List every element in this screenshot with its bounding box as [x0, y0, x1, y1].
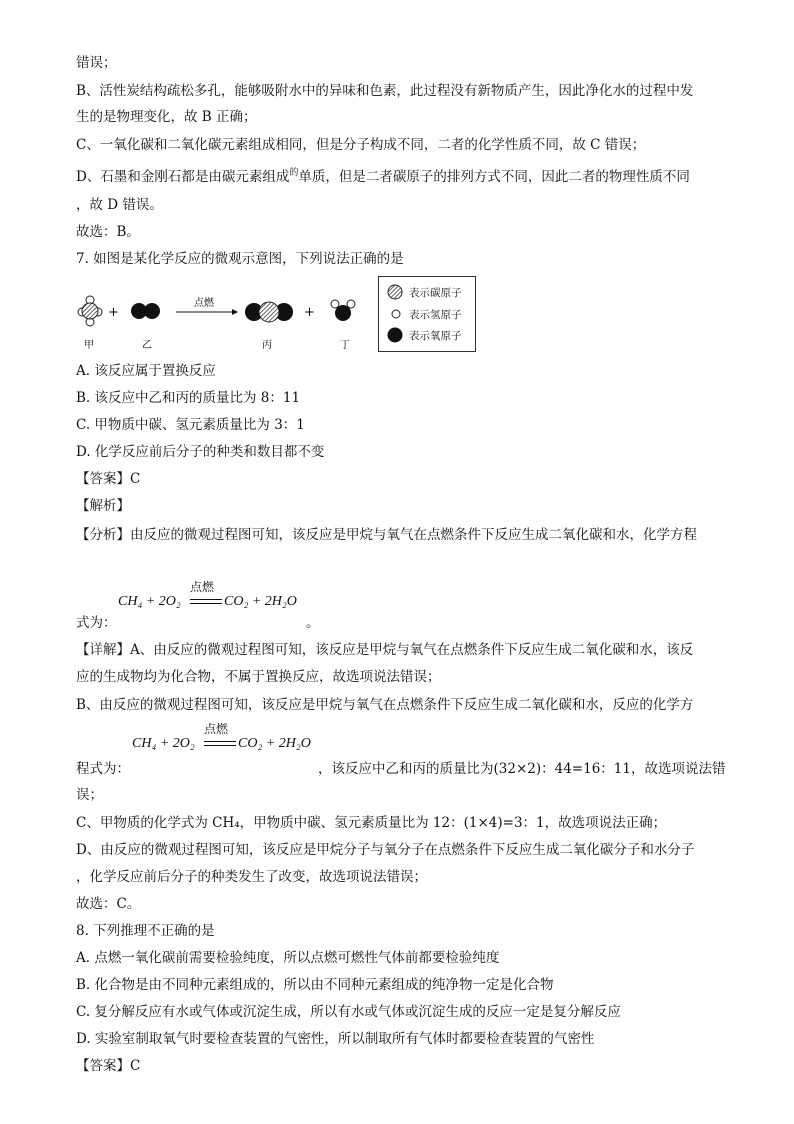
carbon-dioxide-molecule	[245, 302, 293, 322]
label-yi: 乙	[142, 340, 152, 351]
line-4: C、一氧化碳和二氧化碳元素组成相同，但是分子构成不同，二者的化学性质不同，故 C 错误；	[76, 137, 646, 153]
option-8b: B. 化合物是由不同种元素组成的，所以由不同种元素组成的纯净物一定是化合物	[76, 977, 554, 993]
label-jia: 甲	[84, 340, 94, 351]
oxygen-molecule	[131, 303, 160, 319]
plus-sign-2: +	[304, 305, 315, 320]
label-bing: 丙	[262, 340, 272, 351]
detail-b-line-2a: 程式为：	[76, 761, 130, 777]
reaction-arrow-icon	[176, 309, 238, 315]
equation-2-condition: 点燃	[204, 722, 229, 736]
line-1: 错误；	[76, 55, 117, 71]
line-5-part-b: 单质，但是二者碳原子的排列方式不同，因此二者的物理性质不同	[298, 169, 690, 185]
methane-molecule	[78, 296, 102, 326]
diagram-legend	[378, 276, 476, 352]
line-5	[76, 168, 690, 188]
option-7a: A. 该反应属于置换反应	[76, 363, 216, 379]
selection-7: 故选：C。	[76, 896, 141, 912]
arrow-condition-label: 点燃	[194, 298, 214, 309]
water-molecule	[331, 300, 355, 321]
equation-2	[132, 724, 332, 764]
line-2: B、活性炭结构疏松多孔，能够吸附水中的异味和色素，此过程没有新物质产生，因此净化水的过程中发	[76, 83, 694, 99]
detail-d-line-2: ，化学反应前后分子的种类发生了改变，故选项说法错误；	[76, 869, 427, 885]
line-5-part-a: D、石墨和金刚石都是由碳元素组成	[76, 169, 290, 185]
equation-1-equals	[190, 599, 222, 604]
formula-intro: 式为：	[76, 615, 117, 631]
detail-d-line-1: D、由反应的微观过程图可知，该反应是甲烷分子与氧分子在点燃条件下反应生成二氧化碳分子和水分子	[76, 842, 695, 858]
legend-carbon-icon	[387, 284, 403, 300]
legend-oxygen-icon	[387, 327, 403, 343]
detail-line-1: 【详解】A、由反应的微观过程图可知，该反应是甲烷与氧气在点燃条件下反应生成二氧化碳和水，该反	[76, 642, 694, 658]
equation-1-rhs: CO₂ + 2H₂O	[224, 594, 297, 609]
equation-2-rhs: CO₂ + 2H₂O	[238, 736, 311, 751]
option-8d: D. 实验室制取氧气时要检查装置的气密性，所以制取所有气体时都要检查装置的气密性	[76, 1031, 595, 1047]
equation-2-equals	[204, 741, 236, 746]
option-7b: B. 该反应中乙和丙的质量比为 8：11	[76, 390, 301, 406]
detail-b-line-1: B、由反应的微观过程图可知，该反应是甲烷与氧气在点燃条件下反应生成二氧化碳和水，反应的化学方	[76, 697, 694, 713]
equation-1-lhs: CH₄ + 2O₂	[118, 594, 181, 609]
analysis-heading: 【解析】	[76, 498, 130, 514]
answer-8: 【答案】C	[76, 1058, 141, 1074]
option-7c: C. 甲物质中碳、氢元素质量比为 3：1	[76, 417, 305, 433]
line-5-superscript: 的	[289, 168, 299, 178]
detail-c-line: C、甲物质的化学式为 CH₄，甲物质中碳、氢元素质量比为 12：(1×4)=3：1，故选项说法正确；	[76, 815, 667, 831]
formula-period: 。	[306, 615, 320, 631]
legend-hydrogen-icon	[391, 309, 401, 319]
equation-1-condition: 点燃	[190, 580, 215, 594]
option-8a: A. 点燃一氧化碳前需要检验纯度，所以点燃可燃性气体前都要检验纯度	[76, 950, 500, 966]
question-8: 8. 下列推理不正确的是	[76, 923, 215, 939]
legend-carbon-label: 表示碳原子	[409, 287, 462, 299]
line-6: ，故 D 错误。	[76, 197, 163, 213]
detail-line-2: 应的生成物均为化合物，不属于置换反应，故选项说法错误；	[76, 669, 441, 685]
analysis-line: 【分析】由反应的微观过程图可知，该反应是甲烷与氧气在点燃条件下反应生成二氧化碳和水，化学方程	[76, 527, 697, 543]
legend-oxygen-label: 表示氧原子	[409, 330, 462, 342]
legend-hydrogen-label: 表示氢原子	[409, 309, 462, 321]
line-7: 故选：B。	[76, 224, 140, 240]
option-8c: C. 复分解反应有水或气体或沉淀生成，所以有水或气体或沉淀生成的反应一定是复分解反应	[76, 1004, 621, 1020]
question-7: 7. 如图是某化学反应的微观示意图，下列说法正确的是	[76, 251, 404, 267]
option-7d: D. 化学反应前后分子的种类和数目都不变	[76, 444, 325, 460]
equation-2-lhs: CH₄ + 2O₂	[132, 736, 195, 751]
line-3: 生的是物理变化，故 B 正确；	[76, 109, 257, 125]
detail-b-line-2b: ，该反应中乙和丙的质量比为(32×2)：44=16：11，故选项说法错	[318, 761, 726, 777]
answer-7: 【答案】C	[76, 471, 141, 487]
plus-sign-1: +	[108, 305, 119, 320]
detail-b-line-3: 误；	[76, 787, 103, 803]
label-ding: 丁	[340, 340, 350, 351]
equation-1	[118, 582, 318, 622]
